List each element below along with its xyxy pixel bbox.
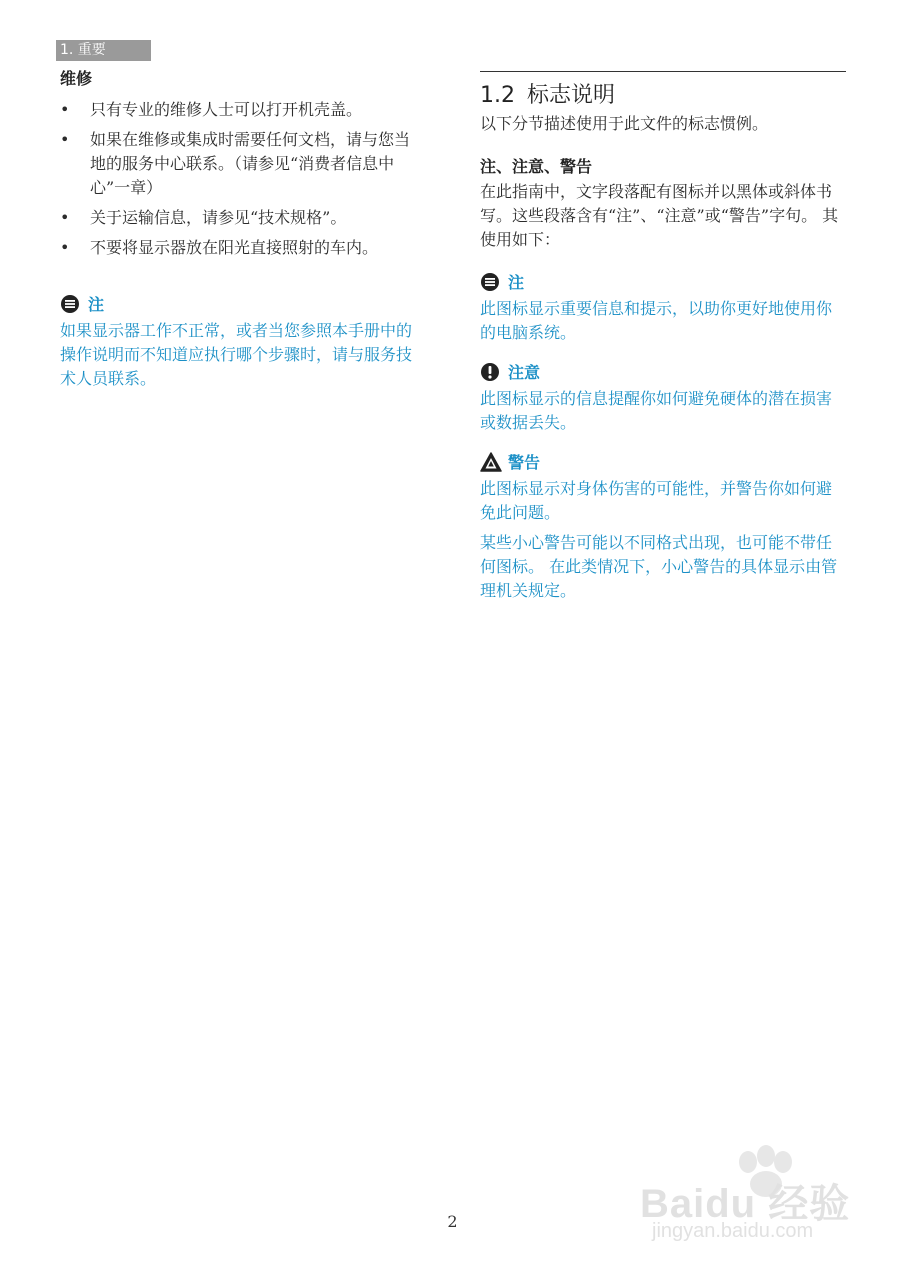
maintenance-heading: 维修 — [60, 69, 93, 88]
warning-triangle-icon — [480, 452, 500, 472]
maintenance-list — [60, 98, 420, 260]
note-heading — [480, 270, 846, 293]
watermark-brand: Baidu 经验 — [640, 1182, 851, 1226]
watermark-url: jingyan.baidu.com — [652, 1220, 814, 1242]
warning-heading — [480, 450, 846, 473]
list-item: • 关于运输信息，请参见“技术规格”。 — [60, 208, 347, 227]
section-number: 1.2 — [480, 83, 515, 108]
note-icon — [480, 272, 500, 292]
section-title — [480, 78, 846, 109]
intro-text: 以下分节描述使用于此文件的标志惯例。 — [480, 114, 769, 133]
exclamation-icon — [480, 362, 500, 382]
baidu-watermark — [640, 1140, 870, 1250]
note-heading — [60, 292, 420, 315]
caution-heading — [480, 360, 846, 383]
list-item: • 只有专业的维修人士可以打开机壳盖。 — [60, 100, 363, 119]
list-item: • 不要将显示器放在阳光直接照射的车内。 — [60, 238, 379, 257]
page-number: 2 — [447, 1212, 458, 1231]
list-item: • 如果在维修或集成时需要任何文档，请与您当地的服务中心联系。（请参见“消费者信息中心”一章） — [60, 130, 411, 197]
section-title-text: 标志说明 — [527, 83, 616, 108]
note-label: 注 — [88, 295, 105, 314]
subheading: 注、注意、警告 — [480, 157, 593, 176]
warning-label: 警告 — [508, 453, 541, 472]
note-label: 注 — [508, 273, 525, 292]
subheading-text: 在此指南中，文字段落配有图标并以黑体或斜体书写。这些段落含有“注”、“注意”或“警告”字句。 其使用如下： — [480, 182, 839, 249]
caution-text: 此图标显示的信息提醒你如何避免硬体的潜在损害或数据丢失。 — [480, 389, 833, 432]
note-text: 如果显示器工作不正常，或者当您参照本手册中的操作说明而不知道应执行哪个步骤时，请与服务技术人员联系。 — [60, 321, 413, 388]
warning-text: 此图标显示对身体伤害的可能性，并警告你如何避免此问题。 — [480, 479, 833, 522]
warning-extra-text: 某些小心警告可能以不同格式出现，也可能不带任何图标。 在此类情况下，小心警告的具体显示由管理机关规定。 — [480, 533, 838, 600]
chapter-tab: 1. 重要 — [56, 40, 151, 61]
note-text: 此图标显示重要信息和提示，以助你更好地使用你 的电脑系统。 — [480, 299, 833, 342]
note-icon — [60, 294, 80, 314]
caution-label: 注意 — [508, 363, 541, 382]
section-rule — [480, 71, 846, 72]
